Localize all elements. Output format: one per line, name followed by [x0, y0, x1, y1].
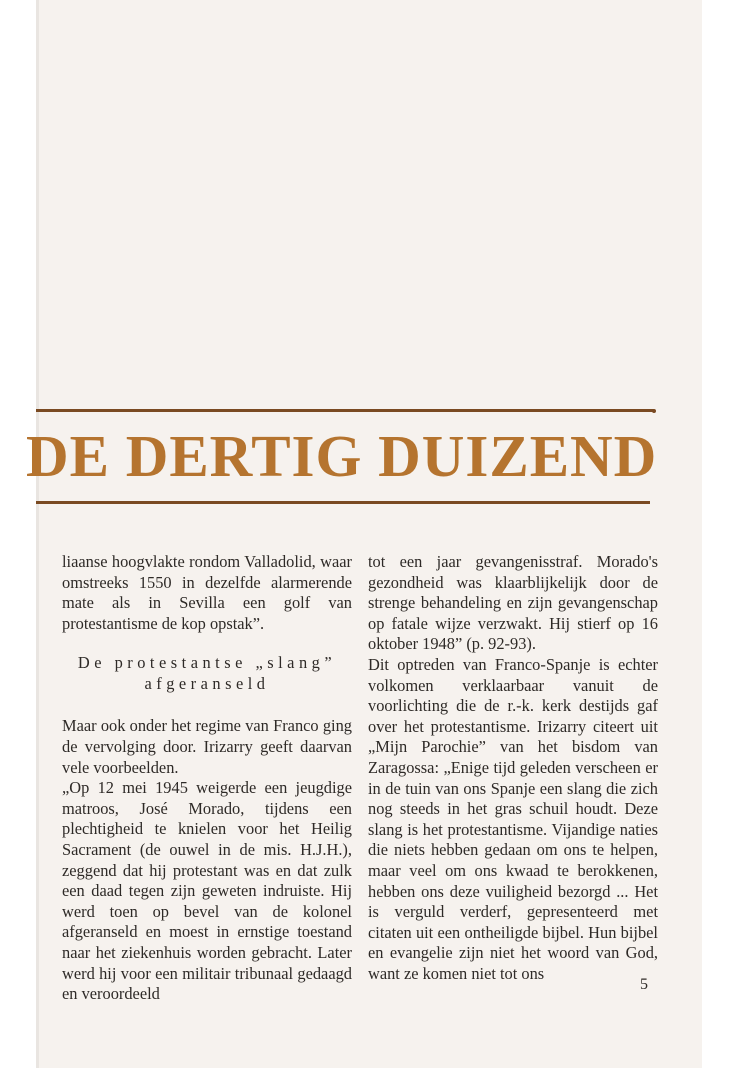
- text-column-left: [62, 552, 352, 1005]
- page-number: 5: [640, 976, 648, 993]
- section-subheading: De protestantse „slang” afgeranseld: [77, 653, 337, 694]
- paragraph: liaanse hoogvlakte rondom Valladolid, waar omstreeks 1550 in dezelfde alarmerende mate als in Sevilla een golf van protestantisme de kop opstak”.: [62, 552, 352, 633]
- paragraph: „Op 12 mei 1945 weigerde een jeugdige matroos, José Morado, tijdens een plechtigheid te knielen voor het Heilig Sacrament (de ouwel in de mis. H.J.H.), zeggend dat hij protestant was en dat zulk een daad tegen zijn geweten indruiste. Hij werd toen op bevel van de kolonel afgeranseld en moest in ernstige toestand naar het ziekenhuis worden gebracht. Later werd hij voor een militair tribunaal gedaagd en veroordeeld: [62, 778, 352, 1004]
- paragraph: tot een jaar gevangenisstraf. Morado's gezondheid was klaarblijkelijk door de strenge behandeling en zijn gevangenschap op fatale wijze verzwakt. Hij stierf op 16 oktober 1948” (p. 92-93).: [368, 552, 658, 654]
- text-column-right: [368, 552, 658, 984]
- title-rule-bottom: [36, 501, 650, 504]
- paragraph: Dit optreden van Franco-Spanje is echter volkomen verklaarbaar vanuit de voorlichting die de r.-k. kerk destijds gaf over het protestantisme. Irizarry citeert uit „Mijn Parochie” van het bisdom van Zaragossa: „Enige tijd geleden verscheen er in de tuin van ons Spanje een slang die zich nog steeds in het gras schuil houdt. Deze slang is het protestantisme. Vijandige naties die niets hebben gedaan om ons te helpen, maar veel om ons kwaad te berokkenen, hebben ons deze vuiligheid bezorgd ... Het is verguld verderf, gepresenteerd met citaten uit een ontheiligde bijbel. Hun bijbel en evangelie zijn niet het woord van God, want ze komen niet tot ons: [368, 654, 658, 983]
- title-rule-top-ornament: [652, 409, 656, 413]
- title-rule-top: [36, 409, 654, 412]
- paragraph: Maar ook onder het regime van Franco ging de vervolging door. Irizarry geeft daarvan vele voorbeelden.: [62, 716, 352, 777]
- show-through-text-left: [99, 110, 379, 360]
- article-title: DE DERTIG DUIZEND: [26, 423, 658, 489]
- show-through-text: [449, 30, 699, 370]
